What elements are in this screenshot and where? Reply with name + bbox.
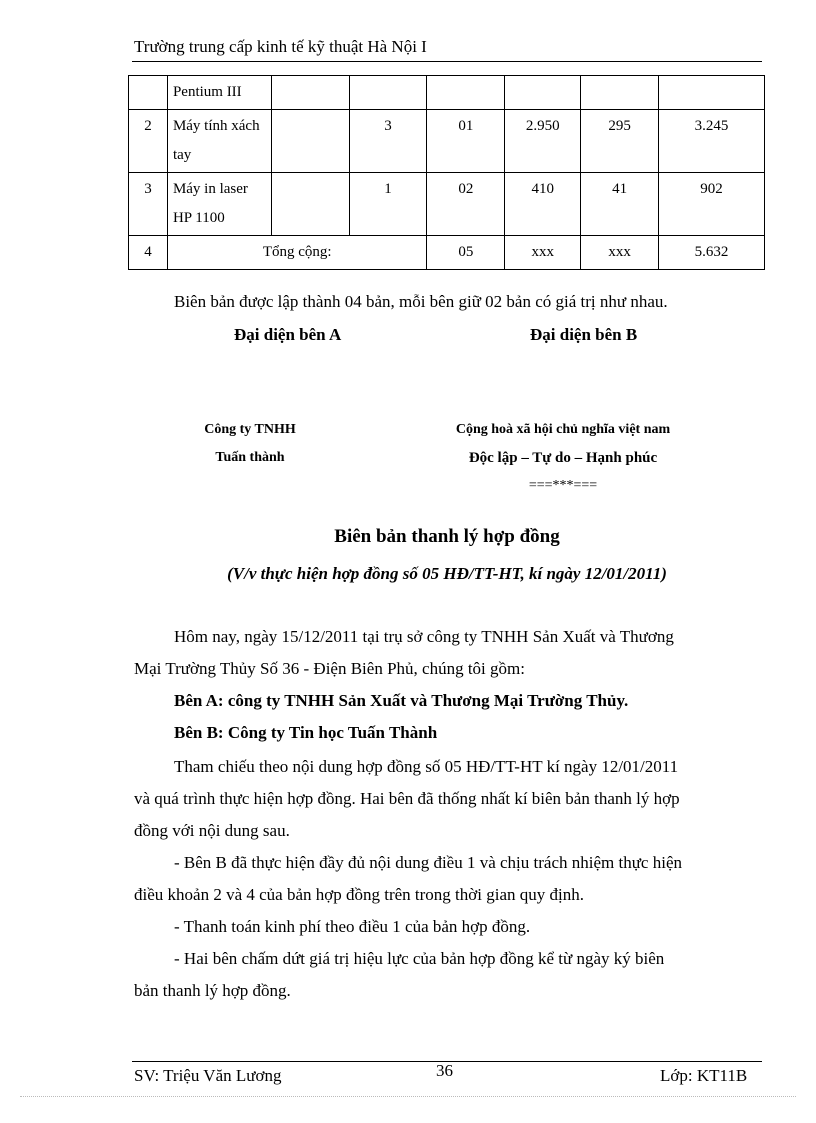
table-cell: 3 [129, 173, 168, 236]
page-header-school: Trường trung cấp kinh tế kỹ thuật Hà Nội I [134, 37, 427, 56]
document-subtitle: (V/v thực hiện hợp đồng số 05 HĐ/TT-HT, kí ngày 12/01/2011) [227, 564, 667, 583]
item-1-line1: - Bên B đã thực hiện đầy đủ nội dung điều 1 và chịu trách nhiệm thực hiện [174, 853, 682, 872]
table-cell: 05 [427, 236, 505, 270]
table-cell: 2.950 [505, 110, 581, 173]
table-row [129, 173, 765, 236]
table-row [129, 76, 765, 110]
table-cell [271, 76, 349, 110]
table-cell: Pentium III [167, 76, 271, 110]
goods-table [128, 75, 765, 270]
company-name-line1: Công ty TNHH [204, 422, 296, 437]
table-cell: 02 [427, 173, 505, 236]
republic-name: Cộng hoà xã hội chủ nghĩa việt nam [455, 422, 671, 437]
republic-motto: Độc lập – Tự do – Hạnh phúc [468, 450, 658, 466]
table-row [129, 110, 765, 173]
table-cell: 902 [659, 173, 765, 236]
table-cell: 2 [129, 110, 168, 173]
reference-line2: và quá trình thực hiện hợp đồng. Hai bên đã thống nhất kí biên bản thanh lý hợp [134, 789, 680, 808]
table-cell: 1 [349, 173, 427, 236]
footer-student: SV: Triệu Văn Lương [134, 1066, 282, 1085]
table-cell [505, 76, 581, 110]
company-name-line2: Tuấn thành [215, 450, 285, 465]
table-cell: 41 [581, 173, 659, 236]
table-total-label: Tổng cộng: [167, 236, 427, 270]
table-cell: 01 [427, 110, 505, 173]
table-cell: 3.245 [659, 110, 765, 173]
rep-b-label: Đại diện bên B [530, 325, 638, 344]
republic-separator: ===***=== [528, 478, 598, 493]
table-cell: xxx [581, 236, 659, 270]
item-2: - Thanh toán kinh phí theo điều 1 của bản hợp đồng. [174, 917, 531, 936]
header-divider [132, 61, 762, 62]
document-title: Biên bản thanh lý hợp đồng [334, 526, 560, 547]
table-cell: 295 [581, 110, 659, 173]
party-b: Bên B: Công ty Tin học Tuấn Thành [174, 723, 438, 742]
table-cell: xxx [505, 236, 581, 270]
rep-a-label: Đại diện bên A [234, 325, 342, 344]
party-a: Bên A: công ty TNHH Sản Xuất và Thương Mại Trường Thủy. [174, 691, 629, 710]
table-cell [427, 76, 505, 110]
table-cell [271, 173, 349, 236]
item-1-line2: điều khoản 2 và 4 của bản hợp đồng trên trong thời gian quy định. [134, 885, 584, 904]
minutes-copies-text: Biên bản được lập thành 04 bản, mỗi bên giữ 02 bản có giá trị như nhau. [174, 292, 668, 311]
body-intro-line1: Hôm nay, ngày 15/12/2011 tại trụ sở công ty TNHH Sản Xuất và Thương [174, 627, 674, 646]
table-cell [271, 110, 349, 173]
footer-class: Lớp: KT11B [660, 1066, 748, 1085]
table-cell [129, 76, 168, 110]
table-cell: 5.632 [659, 236, 765, 270]
reference-line1: Tham chiếu theo nội dung hợp đồng số 05 HĐ/TT-HT kí ngày 12/01/2011 [174, 757, 679, 776]
table-cell: Máy tính xách tay [167, 110, 271, 173]
table-cell [349, 76, 427, 110]
footer-page-number: 36 [436, 1061, 453, 1080]
body-intro-line2: Mại Trường Thủy Số 36 - Điện Biên Phủ, chúng tôi gồm: [134, 659, 525, 678]
item-3-line1: - Hai bên chấm dứt giá trị hiệu lực của bản hợp đồng kể từ ngày ký biên [174, 949, 665, 968]
item-3-line2: bản thanh lý hợp đồng. [134, 981, 291, 1000]
page-edge-divider [20, 1096, 796, 1097]
table-cell: Máy in laser HP 1100 [167, 173, 271, 236]
table-total-row [129, 236, 765, 270]
table-cell: 410 [505, 173, 581, 236]
table-cell [581, 76, 659, 110]
reference-line3: đồng với nội dung sau. [134, 821, 290, 840]
table-cell: 3 [349, 110, 427, 173]
table-cell: 4 [129, 236, 168, 270]
table-cell [659, 76, 765, 110]
